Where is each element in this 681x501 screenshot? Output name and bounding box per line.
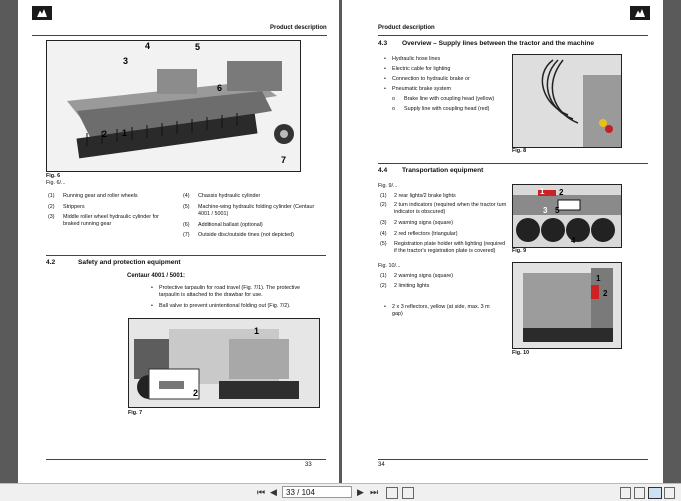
model-label: Centaur 4001 / 5001: [127, 273, 186, 279]
legend-num: (5) [183, 204, 190, 210]
legend-text: Strippers [63, 204, 85, 210]
legend-text: Additional ballast (optional) [198, 222, 263, 228]
legend-text: 2 red reflectors (triangular) [394, 231, 458, 237]
callout: 4 [571, 236, 576, 245]
bullet-item: • Electric cable for lighting [392, 66, 450, 73]
bullet-item: • Hydraulic hose lines [392, 56, 440, 63]
legend-text: 2 warning signs (square) [394, 273, 454, 279]
fit-page-icon[interactable] [386, 487, 398, 499]
section-number: 4.3 [378, 40, 388, 47]
fig7-label: Fig. 7 [128, 410, 143, 416]
single-page-icon[interactable] [620, 487, 631, 499]
legend-text: Outside disc/outside tines (not depicted) [198, 232, 294, 238]
legend-text: 2 rear lights/2 brake lights [394, 193, 456, 199]
legend-text: 2 warning signs (square) [394, 220, 454, 226]
sub-marker: o [392, 106, 395, 112]
legend-text: Running gear and roller wheels [63, 193, 138, 199]
bullet-item: • 2 x 3 reflectors, yellow (at side, max. 3 m gap) [392, 304, 492, 318]
last-page-button[interactable]: ⏭ [370, 487, 379, 497]
fig9-sublabel: Fig. 9/... [378, 183, 398, 189]
sub-item: Supply line with coupling head (red) [404, 106, 490, 112]
bullet-item: • Pneumatic brake system [392, 86, 451, 93]
legend-text: Registration plate holder with lighting (required if the tractor's registration plate is covered) [394, 241, 506, 254]
callout: 2 [559, 188, 564, 197]
fig6-sublabel: Fig. 6/... [46, 180, 66, 186]
page-34 [342, 0, 663, 483]
legend-num: (2) [380, 283, 387, 289]
callout: 5 [195, 42, 201, 52]
page-header: Product description [378, 25, 435, 31]
legend-num: (1) [380, 273, 387, 279]
callout: 2 [193, 388, 199, 398]
continuous-icon[interactable] [634, 487, 645, 499]
callout: 3 [123, 56, 129, 66]
brand-logo [32, 6, 52, 20]
callout: 2 [102, 129, 108, 139]
legend-num: (6) [183, 222, 190, 228]
prev-page-button[interactable]: ◀ [270, 487, 277, 497]
callout: 3 [543, 206, 548, 215]
first-page-button[interactable]: ⏮ [257, 487, 266, 497]
figure-10-image [512, 262, 622, 349]
figure-8-image [512, 54, 622, 148]
section-rule [378, 163, 648, 164]
legend-num: (4) [183, 193, 190, 199]
legend-num: (2) [380, 202, 387, 208]
callout: 1 [596, 274, 601, 283]
figure-9-image [512, 184, 622, 248]
footer-rule [46, 459, 326, 460]
legend-num: (5) [380, 241, 387, 247]
fit-width-icon[interactable] [402, 487, 414, 499]
callout: 4 [145, 41, 151, 51]
section-title: Overview – Supply lines between the tractor and the machine [402, 40, 595, 47]
fig10-label: Fig. 10 [512, 350, 530, 356]
bullet-item: • Ball valve to prevent unintentional folding out (Fig. 7/2). [159, 303, 319, 310]
section-number: 4.4 [378, 167, 388, 174]
legend-text: 2 limiting lights [394, 283, 430, 289]
sub-item: Brake line with coupling head (yellow) [404, 96, 495, 102]
footer-rule [378, 459, 648, 460]
bullet-item: • Connection to hydraulic brake or [392, 76, 470, 83]
page-number: 33 [305, 462, 312, 468]
legend-text: Middle roller wheel hydraulic cylinder for braked running gear [63, 214, 159, 227]
callout: 1 [122, 128, 128, 138]
two-page-icon[interactable] [648, 487, 662, 499]
page-33 [18, 0, 339, 483]
legend-text: 2 turn indicators (required when the tractor turn indicator is obscured) [394, 202, 507, 215]
legend-num: (1) [380, 193, 387, 199]
fig10-sublabel: Fig. 10/... [378, 263, 401, 269]
legend-num: (7) [183, 232, 190, 238]
section-number: 4.2 [46, 259, 56, 266]
page-number-input[interactable]: 33 / 104 [282, 486, 352, 498]
legend-num: (4) [380, 231, 387, 237]
legend-num: (1) [48, 193, 55, 199]
figure-6-image [46, 40, 301, 172]
fig6-label: Fig. 6 [46, 173, 61, 179]
callout: 1 [254, 326, 260, 336]
viewer-toolbar [0, 483, 681, 501]
header-rule [378, 35, 648, 36]
page-number: 34 [378, 462, 385, 468]
legend-num: (3) [380, 220, 387, 226]
callout: 5 [555, 206, 560, 215]
figure-7-image [128, 318, 320, 408]
callout: 1 [540, 187, 545, 196]
fig9-label: Fig. 9 [512, 248, 527, 254]
legend-num: (3) [48, 214, 55, 220]
section-title: Transportation equipment [402, 167, 484, 174]
legend-num: (2) [48, 204, 55, 210]
callout: 7 [281, 155, 287, 165]
bullet-item: • Protective tarpaulin for road travel (Fig. 7/1). The protective tarpaulin is attached to the drawbar for use. [159, 285, 319, 299]
header-rule [32, 35, 327, 36]
fig8-label: Fig. 8 [512, 148, 527, 154]
legend-text: Machine-wing hydraulic folding cylinder (Centaur 4001 / 5001) [198, 204, 315, 217]
next-page-button[interactable]: ▶ [357, 487, 364, 497]
section-title: Safety and protection equipment [78, 259, 181, 266]
legend-text: Chassis hydraulic cylinder [198, 193, 261, 199]
callout: 2 [603, 289, 608, 298]
section-rule [46, 255, 326, 256]
page-header: Product description [270, 25, 327, 31]
two-page-continuous-icon[interactable] [664, 487, 675, 499]
sub-marker: o [392, 96, 395, 102]
brand-logo [630, 6, 650, 20]
callout: 6 [217, 83, 223, 93]
